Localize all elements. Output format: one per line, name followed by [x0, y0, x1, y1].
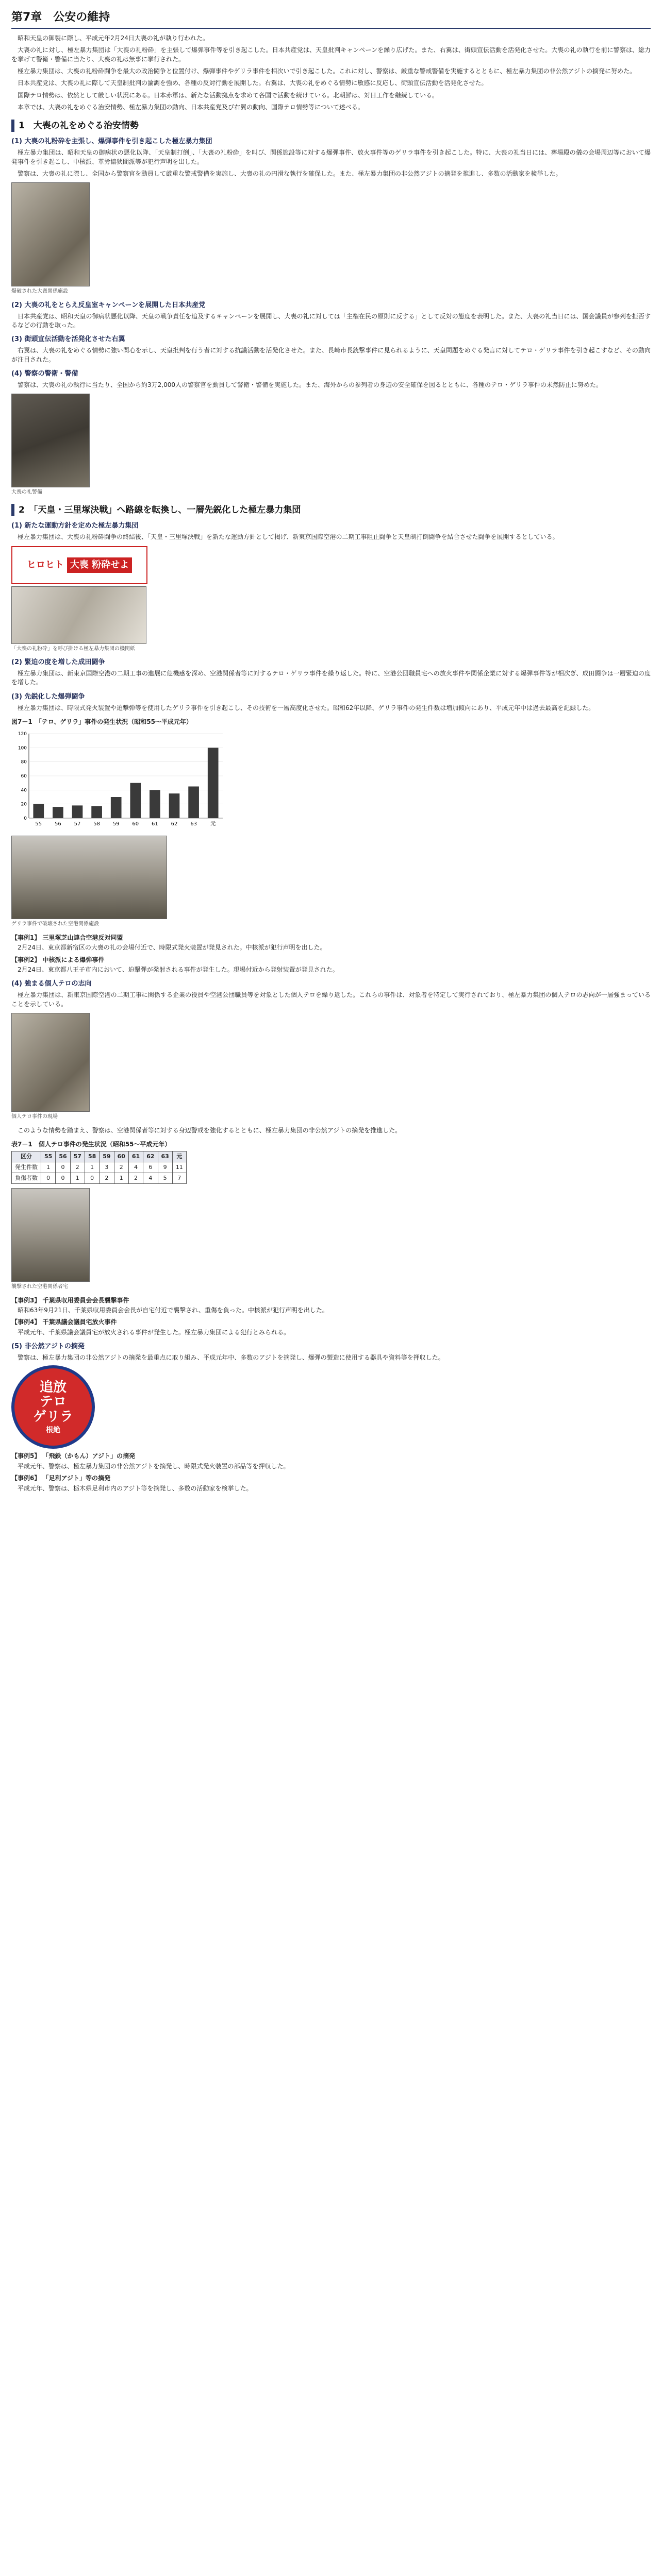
table-cell: 4: [128, 1162, 143, 1173]
intro-para-0: 昭和天皇の御製に際し、平成元年2月24日大喪の礼が執り行われた。: [18, 34, 209, 42]
photo-airport-facility: [11, 836, 167, 919]
case-1-head: 【事例1】 三里塚芝山連合空港反対同盟: [11, 934, 123, 941]
intro-section: [11, 34, 651, 112]
section-1: [11, 120, 651, 497]
table-cell: 4: [143, 1173, 158, 1184]
case-5-head: 【事例5】 「飛鉄（かもん）アジト」の摘発: [11, 1452, 136, 1460]
poster-line-4: 根絶: [46, 1426, 60, 1434]
case-3-text: 昭和63年9月21日、千葉県収用委員会会長が自宅付近で襲撃され、重傷を負った。中核派が犯行声明を出した。: [18, 1307, 328, 1314]
table-cell: 11: [172, 1162, 186, 1173]
x-tick-label: 56: [55, 821, 61, 827]
case-6-text: 平成元年、警察は、栃木県足利市内のアジト等を摘発し、多数の活動家を検挙した。: [18, 1484, 253, 1492]
photo-bombed-facility: [11, 182, 90, 286]
bar-58: [91, 806, 102, 818]
table-cell: 5: [158, 1173, 172, 1184]
x-tick-label: 62: [171, 821, 178, 827]
x-tick-label: 63: [190, 821, 197, 827]
y-tick-label: 60: [21, 774, 27, 779]
case-5-text: 平成元年、警察は、極左暴力集団の非公然アジトを摘発し、時限式発火装置の部品等を押収した。: [18, 1462, 290, 1470]
section-2-para-3: 極左暴力集団は、時限式発火装置や迫撃弾等を使用したゲリラ事件を引き起こし、その技術を一層高度化させた。昭和62年以降、ゲリラ事件の発生件数は増加傾向にあり、平成元年中は過去最高を記録した。: [18, 704, 595, 711]
poster-line-3: ゲリラ: [32, 1409, 73, 1425]
table-cell: 0: [85, 1173, 99, 1184]
table-cell: 6: [143, 1162, 158, 1173]
x-tick-label: 55: [35, 821, 42, 827]
table-cell: 1: [41, 1162, 56, 1173]
photo-attacked-residence: [11, 1188, 90, 1282]
section-2-para-5: このような情勢を踏まえ、警察は、空港関係者等に対する身辺警戒を強化するとともに、極左暴力集団の非公然アジトの摘発を推進した。: [18, 1126, 402, 1134]
y-tick-label: 0: [24, 816, 27, 822]
section-1-photo-1: [11, 182, 651, 296]
photo-caption: 「大喪の礼粉砕」を呼び掛ける極左暴力集団の機関紙: [11, 646, 135, 652]
case-4-head: 【事例4】 千葉県議会議員宅放火事件: [11, 1318, 117, 1326]
bar-57: [72, 806, 83, 819]
section-2-photo-2: [11, 836, 651, 928]
table-cell: 0: [41, 1173, 56, 1184]
poster-line-2: テロ: [39, 1394, 67, 1410]
table-cell: 2: [114, 1162, 128, 1173]
section-2-title: 2 「天皇・三里塚決戦」へ路線を転換し、一層先鋭化した極左暴力集団: [11, 504, 651, 517]
case-6-head: 【事例6】 「足利アジト」等の摘発: [11, 1475, 111, 1482]
bar-61: [150, 790, 160, 819]
section-1-sub-1: (1) 大喪の礼粉砕を主張し、爆弾事件を引き起こした極左暴力集団: [11, 138, 212, 146]
table-cell: 0: [56, 1173, 70, 1184]
bar-56: [53, 807, 63, 819]
case-2-head: 【事例2】 中核派による爆弾事件: [11, 956, 105, 963]
section-1-sub-3: (3) 街頭宣伝活動を活発化させた右翼: [11, 335, 125, 344]
table-header-cell: 元: [172, 1151, 186, 1162]
photo-newspaper: [11, 586, 146, 644]
bar-55: [33, 804, 44, 818]
banner-text-1: ヒロヒト: [26, 559, 64, 570]
section-1-sub-4: (4) 警察の警衛・警備: [11, 370, 78, 378]
section-2-para-4: 極左暴力集団は、新東京国際空港の二期工事に関係する企業の役員や空港公団職員等を対象とした個人テロを繰り返した。これらの事件は、対象者を特定して実行されており、極左暴力集団の個人テロの志向が一層強まっていることを示している。: [11, 991, 651, 1008]
intro-para-1: 大喪の礼に対し、極左暴力集団は「大喪の礼粉砕」を主張して爆弾事件等を引き起こした。日本共産党は、天皇批判キャンペーンを繰り広げた。また、右翼は、街頭宣伝活動を活発化させた。大喪の礼の執行を前に警察は、総力を挙げて警衛・警備に当たり、大喪の礼は無事に挙行された。: [11, 46, 651, 63]
section-1-title: 1 大喪の礼をめぐる治安情勢: [11, 120, 651, 132]
y-tick-label: 100: [18, 745, 27, 751]
table-cell: 3: [100, 1162, 114, 1173]
individual-terror-table: [11, 1151, 187, 1184]
table-header-cell: 60: [114, 1151, 128, 1162]
x-tick-label: 59: [112, 821, 120, 827]
section-2-sub-2: (2) 緊迫の度を増した成田闘争: [11, 658, 105, 667]
section-2-sub-3: (3) 先鋭化した爆弾闘争: [11, 692, 85, 701]
section-2-sub-5: (5) 非公然アジトの摘発: [11, 1343, 85, 1351]
y-tick-label: 40: [21, 788, 27, 793]
photo-caption: 襲撃された空港関係者宅: [11, 1284, 68, 1290]
photo-caption: 個人テロ事件の現場: [11, 1114, 58, 1120]
section-2-sub-4: (4) 強まる個人テロの志向: [11, 980, 92, 988]
table-header-cell: 61: [128, 1151, 143, 1162]
newspaper-headline-graphic: [11, 546, 147, 584]
table-header-cell: 62: [143, 1151, 158, 1162]
photo-terror-scene: [11, 1013, 90, 1112]
guerrilla-incidents-bar-chart: [11, 728, 228, 832]
section-1-para-3: 日本共産党は、昭和天皇の御病状悪化以降、天皇の戦争責任を追及するキャンペーンを展開し、大喪の礼に対しては「主権在民の原則に反する」として反対の態度を表明した。また、大喪の礼当日には、国会議員が参列を拒否するなどの行動を取った。: [11, 312, 651, 329]
photo-caption: ゲリラ事件で破壊された空港関係施設: [11, 921, 99, 927]
anti-terror-poster: [11, 1365, 95, 1449]
case-4-text: 平成元年、千葉県議会議員宅が放火される事件が発生した。極左暴力集団による犯行とみられる。: [18, 1328, 290, 1336]
x-tick-label: 元: [210, 821, 216, 827]
table-cell: 負傷者数: [12, 1173, 41, 1184]
y-tick-label: 120: [18, 732, 27, 737]
section-2-photo-1: [11, 546, 651, 653]
table-cell: 1: [114, 1173, 128, 1184]
intro-para-4: 国際テロ情勢は、依然として厳しい状況にある。日本赤軍は、新たな活動拠点を求めて各国で活動を続けている。北朝鮮は、対日工作を継続している。: [18, 91, 439, 99]
photo-caption: 大喪の礼警備: [11, 489, 42, 496]
bar-59: [111, 797, 122, 818]
intro-para-3: 日本共産党は、大喪の礼に際して天皇制批判の論調を強め、各種の反対行動を展開した。右翼は、大喪の礼をめぐる情勢に敏感に反応し、街頭宣伝活動を活発化させた。: [18, 79, 488, 87]
chart-title: 図7－1 「テロ、ゲリラ」事件の発生状況（昭和55～平成元年）: [11, 718, 192, 725]
table-cell: 0: [56, 1162, 70, 1173]
section-2-photo-3: [11, 1013, 651, 1121]
section-2-para-1: 極左暴力集団は、大喪の礼粉砕闘争の終結後、「天皇・三里塚決戦」を新たな運動方針として掲げ、新東京国際空港の二期工事阻止闘争と天皇制打倒闘争を結合させた闘争を展開するとしている。: [18, 533, 559, 541]
poster-row: [11, 1365, 651, 1449]
table-header-cell: 56: [56, 1151, 70, 1162]
table-title: 表7－1 個人テロ事件の発生状況（昭和55～平成元年）: [11, 1140, 171, 1148]
table-header-cell: 57: [70, 1151, 85, 1162]
table-cell: 2: [100, 1173, 114, 1184]
table-cell: 1: [70, 1173, 85, 1184]
bar-63: [188, 787, 199, 819]
x-tick-label: 57: [74, 821, 81, 827]
table-cell: 2: [70, 1162, 85, 1173]
table-header-cell: 59: [100, 1151, 114, 1162]
intro-para-5: 本章では、大喪の礼をめぐる治安情勢、極左暴力集団の動向、日本共産党及び右翼の動向、国際テロ情勢等について述べる。: [18, 104, 364, 111]
photo-caption: 爆破された大喪関係施設: [11, 289, 68, 295]
case-1-text: 2月24日、東京都新宿区の大喪の礼の会場付近で、時限式発火装置が発見された。中核派が犯行声明を出した。: [18, 944, 326, 952]
x-tick-label: 58: [93, 821, 100, 827]
table-cell: 9: [158, 1162, 172, 1173]
table-header-cell: 58: [85, 1151, 99, 1162]
intro-para-2: 極左暴力集団は、大喪の礼粉砕闘争を最大の政治闘争と位置付け、爆弾事件やゲリラ事件を相次いで引き起こした。これに対し、警察は、厳重な警戒警備を実施するとともに、極左暴力集団の非公然アジトの摘発に努めた。: [18, 67, 636, 75]
section-2-para-2: 極左暴力集団は、新東京国際空港の二期工事の進展に危機感を深め、空港関係者等に対するテロ・ゲリラ事件を繰り返した。特に、空港公団職員宅への放火事件や関係企業に対する爆弾事件等が相次ぎ、成田闘争は一層緊迫の度を増した。: [11, 669, 651, 686]
table-header-row: [12, 1151, 187, 1162]
table-row: [12, 1162, 187, 1173]
table-cell: 7: [172, 1173, 186, 1184]
section-1-para-5: 警察は、大喪の礼の執行に当たり、全国から約3万2,000人の警察官を動員して警衛・警備を実施した。また、海外からの参列者の身辺の安全確保を図るとともに、各種のテロ・ゲリラ事件の未然防止に努めた。: [18, 381, 602, 388]
bar-62: [169, 794, 180, 819]
poster-line-1: 追放: [39, 1379, 67, 1395]
x-tick-label: 61: [152, 821, 158, 827]
table-cell: 発生件数: [12, 1162, 41, 1173]
case-3-head: 【事例3】 千葉県収用委員会会長襲撃事件: [11, 1296, 129, 1304]
section-1-para-2: 警察は、大喪の礼に際し、全国から警察官を動員して厳重な警戒警備を実施し、大喪の礼の円滑な執行を確保した。また、極左暴力集団の非公然アジトの摘発を推進し、多数の活動家を検挙した。: [18, 170, 562, 177]
section-2-sub-1: (1) 新たな運動方針を定めた極左暴力集団: [11, 522, 139, 530]
section-2-photo-4: [11, 1188, 651, 1291]
section-1-sub-2: (2) 大喪の礼をとらえ反皇室キャンペーンを展開した日本共産党: [11, 301, 206, 309]
photo-funeral-security: [11, 394, 90, 487]
bar-元: [208, 748, 219, 819]
chapter-title: 第7章 公安の維持: [11, 9, 651, 29]
section-1-photo-2: [11, 394, 651, 497]
case-2-text: 2月24日、東京都八王子市内において、迫撃弾が発射される事件が発生した。現場付近から発射装置が発見された。: [18, 966, 339, 974]
section-1-para-1: 極左暴力集団は、昭和天皇の御病状の悪化以降、「天皇制打倒」、「大喪の礼粉砕」を叫び、関係施設等に対する爆弾事件、放火事件等のゲリラ事件を引き起こした。特に、大喪の礼当日には、葬場殿の儀の会場周辺等において爆発事件を引き起こし、中核派、革労協狭間派等が犯行声明を出した。: [11, 149, 651, 165]
section-1-para-4: 右翼は、大喪の礼をめぐる情勢に強い関心を示し、天皇批判を行う者に対する抗議活動を活発化させた。また、長崎市長銃撃事件に見られるように、天皇問題をめぐる発言に対してテロ・ゲリラ事件を引き起こすなど、その動向が注目された。: [11, 347, 651, 363]
section-2: [11, 504, 651, 1493]
section-2-para-6: 警察は、極左暴力集団の非公然アジトの摘発を最重点に取り組み、平成元年中、多数のアジトを摘発し、爆弾の製造に使用する器具や資料等を押収した。: [18, 1354, 444, 1362]
table-header-cell: 55: [41, 1151, 56, 1162]
y-tick-label: 80: [21, 760, 27, 766]
banner-text-2: 大喪 粉砕せよ: [67, 557, 132, 573]
table-cell: 1: [85, 1162, 99, 1173]
x-tick-label: 60: [132, 821, 139, 827]
y-tick-label: 20: [21, 802, 27, 808]
bar-60: [130, 783, 141, 818]
table-row: [12, 1173, 187, 1184]
table-header-cell: 区分: [12, 1151, 41, 1162]
table-header-cell: 63: [158, 1151, 172, 1162]
table-cell: 2: [128, 1173, 143, 1184]
